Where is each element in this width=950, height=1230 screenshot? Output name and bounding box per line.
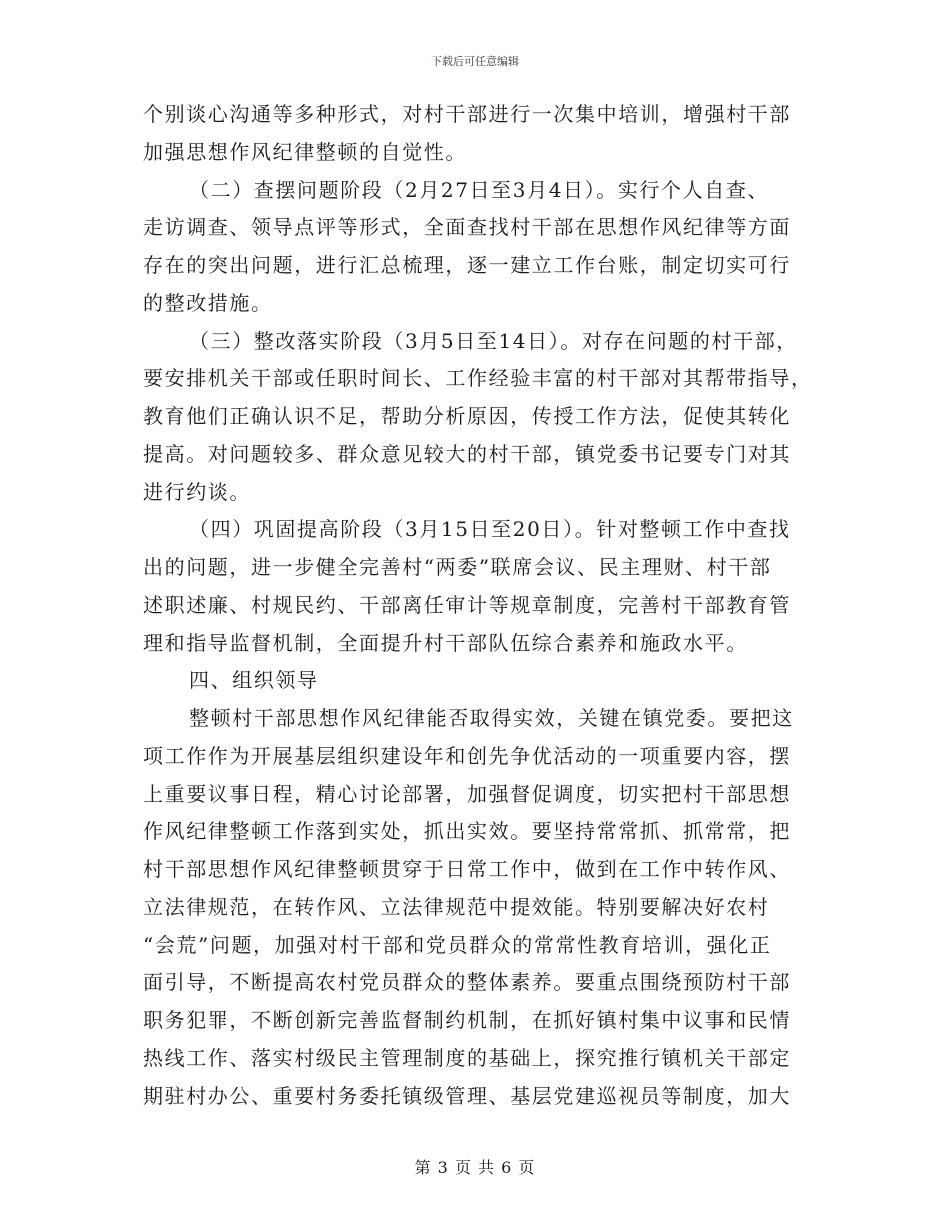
body-line: 作风纪律整顿工作落到实处，抓出实效。要坚持常常抓、抓常常，把 xyxy=(143,819,791,844)
body-line: 出的问题，进一步健全完善村“两委”联席会议、民主理财、村干部 xyxy=(143,555,772,579)
paragraph-start: 整顿村干部思想作风纪律能否取得实效，关键在镇党委。要把这 xyxy=(189,706,794,730)
body-line: 面引导，不断提高农村党员群众的整体素养。要重点围绕预防村干部 xyxy=(143,970,791,995)
body-line: 村干部思想作风纪律整顿贯穿于日常工作中，做到在工作中转作风、 xyxy=(143,857,791,881)
body-line: 上重要议事日程，精心讨论部署，加强督促调度，切实把村干部思想 xyxy=(143,781,791,806)
body-line: 述职述廉、村规民约、干部离任审计等规章制度，完善村干部教育管 xyxy=(143,592,791,617)
section-heading-phase-3: （三）整改落实阶段（3月5日至14日）。对存在问题的村干部， xyxy=(189,328,798,353)
page-header-note: 下载后可任意编辑 xyxy=(431,55,519,68)
section-heading-phase-2: （二）查摆问题阶段（2月27日至3月4日）。实行个人自查、 xyxy=(189,177,770,202)
body-line: 教育他们正确认识不足，帮助分析原因，传授工作方法，促使其转化 xyxy=(143,404,791,428)
body-line: 提高。对问题较多、群众意见较大的村干部，镇党委书记要专门对其 xyxy=(143,441,791,466)
body-line: “会荒”问题，加强对村干部和党员群众的常常性教育培训，强化正 xyxy=(143,932,772,957)
body-line: 加强思想作风纪律整顿的自觉性。 xyxy=(143,139,467,164)
body-line: 职务犯罪，不断创新完善监督制约机制，在抓好镇村集中议事和民情 xyxy=(143,1008,791,1032)
body-line: 的整改措施。 xyxy=(143,290,273,315)
page-number-footer: 第 3 页 共 6 页 xyxy=(414,1158,536,1177)
body-line: 理和指导监督机制，全面提升村干部队伍综合素养和施政水平。 xyxy=(143,630,748,655)
body-line: 进行约谈。 xyxy=(143,479,251,504)
body-line: 项工作作为开展基层组织建设年和创先争优活动的一项重要内容，摆 xyxy=(143,743,791,768)
body-line: 存在的突出问题，进行汇总梳理，逐一建立工作台账，制定切实可行 xyxy=(143,253,791,277)
document-body xyxy=(143,96,813,1115)
body-line: 个别谈心沟通等多种形式，对村干部进行一次集中培训，增强村干部 xyxy=(143,102,791,126)
body-line: 要安排机关干部或任职时间长、工作经验丰富的村干部对其帮带指导， xyxy=(143,366,813,391)
body-line: 立法律规范，在转作风、立法律规范中提效能。特别要解决好农村 xyxy=(143,894,770,919)
section-heading-organization: 四、组织领导 xyxy=(189,668,319,693)
body-line: 走访调查、领导点评等形式，全面查找村干部在思想作风纪律等方面 xyxy=(143,215,791,240)
section-heading-phase-4: （四）巩固提高阶段（3月15日至20日）。针对整顿工作中查找 xyxy=(189,517,791,542)
body-line: 期驻村办公、重要村务委托镇级管理、基层党建巡视员等制度，加大 xyxy=(143,1083,791,1108)
body-line: 热线工作、落实村级民主管理制度的基础上，探究推行镇机关干部定 xyxy=(143,1045,791,1070)
